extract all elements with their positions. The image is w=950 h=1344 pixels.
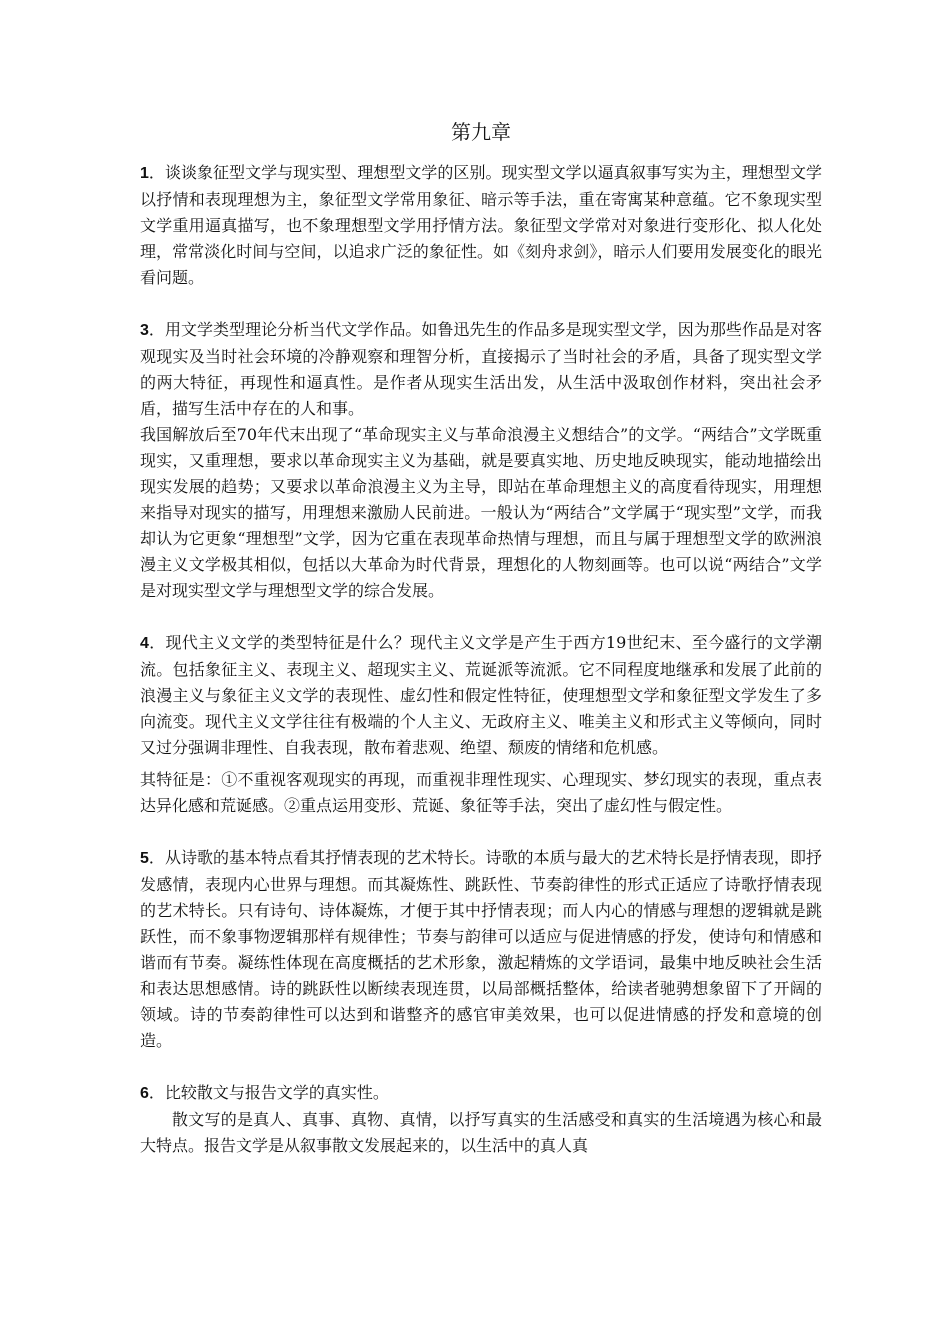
section-gap [140, 604, 822, 630]
section-text: ．比较散文与报告文学的真实性。 [148, 1083, 389, 1102]
section-number: 1 [140, 165, 149, 182]
section-number: 5 [140, 850, 149, 867]
section-3 [140, 317, 822, 604]
document-page [140, 118, 822, 1159]
section-paragraph [140, 317, 822, 422]
section-1 [140, 160, 822, 291]
section-paragraph [140, 1080, 822, 1107]
section-paragraph: 其特征是：①不重视客观现实的再现，而重视非理性现实、心理现实、梦幻现实的表现，重点表达异化感和荒诞感。②重点运用变形、荒诞、象征等手法，突出了虚幻性与假定性。 [140, 770, 822, 815]
section-text: ．现代主义文学的类型特征是什么？现代主义文学是产生于西方19世纪末、至今盛行的文学潮流。包括象征主义、表现主义、超现实主义、荒诞派等流派。它不同程度地继承和发展了此前的浪漫主义与象征主义文学的表现性、虚幻性和假定性特征，使理想型文学和象征型文学发生了多向流变。现代主义文学往往有极端的个人主义、无政府主义、唯美主义和形式主义等倾向，同时又过分强调非理性、自我表现，散布着悲观、绝望、颓废的情绪和危机感。 [140, 633, 822, 757]
section-number: 3 [140, 322, 149, 339]
section-paragraph [140, 845, 822, 1054]
section-text: ．谈谈象征型文学与现实型、理想型文学的区别。现实型文学以逼真叙事写实为主，理想型文学以抒情和表现理想为主，象征型文学常用象征、暗示等手法，重在寄寓某种意蕴。它不象现实型文学重用逼真描写，也不象理想型文学用抒情方法。象征型文学常对对象进行变形化、拟人化处理，常常淡化时间与空间，以追求广泛的象征性。如《刻舟求剑》，暗示人们要用发展变化的眼光看问题。 [140, 163, 822, 287]
section-number: 6 [140, 1085, 149, 1102]
section-paragraph: 我国解放后至70年代末出现了“革命现实主义与革命浪漫主义想结合”的文学。“两结合”文学既重现实，又重理想，要求以革命现实主义为基础，就是要真实地、历史地反映现实，能动地描绘出现实发展的趋势；又要求以革命浪漫主义为主导，即站在革命理想主义的高度看待现实，用理想来指导对现实的描写，用理想来激励人民前进。一般认为“两结合”文学属于“现实型”文学，而我却认为它更象“理想型”文学，因为它重在表现革命热情与理想，而且与属于理想型文学的欧洲浪漫主义文学极其相似，包括以大革命为时代背景，理想化的人物刻画等。也可以说“两结合”文学是对现实型文学与理想型文学的综合发展。 [140, 425, 822, 600]
section-number: 4 [140, 635, 149, 652]
chapter-title: 第九章 [451, 120, 511, 144]
section-paragraph: 散文写的是真人、真事、真物、真情，以抒写真实的生活感受和真实的生活境遇为核心和最大特点。报告文学是从叙事散文发展起来的，以生活中的真人真 [140, 1110, 822, 1155]
section-paragraph [140, 160, 822, 291]
section-4 [140, 630, 822, 819]
section-5 [140, 845, 822, 1054]
section-gap [140, 291, 822, 317]
section-text: ．从诗歌的基本特点看其抒情表现的艺术特长。诗歌的本质与最大的艺术特长是抒情表现，即抒发感情，表现内心世界与理想。而其凝炼性、跳跃性、节奏韵律性的形式正适应了诗歌抒情表现的艺术特长。只有诗句、诗体凝炼，才便于其中抒情表现；而人内心的情感与理想的逻辑就是跳跃性，而不象事物逻辑那样有规律性；节奏与韵律可以适应与促进情感的抒发，使诗句和情感和谐而有节奏。凝练性体现在高度概括的艺术形象，激起精炼的文学语词，最集中地反映社会生活和表达思想感情。诗的跳跃性以断续表现连贯，以局部概括整体，给读者驰骋想象留下了开阔的领域。诗的节奏韵律性可以达到和谐整齐的感官审美效果，也可以促进情感的抒发和意境的创造。 [140, 848, 822, 1050]
section-text: ．用文学类型理论分析当代文学作品。如鲁迅先生的作品多是现实型文学，因为那些作品是对客观现实及当时社会环境的冷静观察和理智分析，直接揭示了当时社会的矛盾，具备了现实型文学的两大特征，再现性和逼真性。是作者从现实生活出发，从生活中汲取创作材料，突出社会矛盾，描写生活中存在的人和事。 [140, 320, 822, 418]
section-gap [140, 1054, 822, 1080]
section-paragraph [140, 630, 822, 761]
section-6 [140, 1080, 822, 1159]
section-gap [140, 819, 822, 845]
